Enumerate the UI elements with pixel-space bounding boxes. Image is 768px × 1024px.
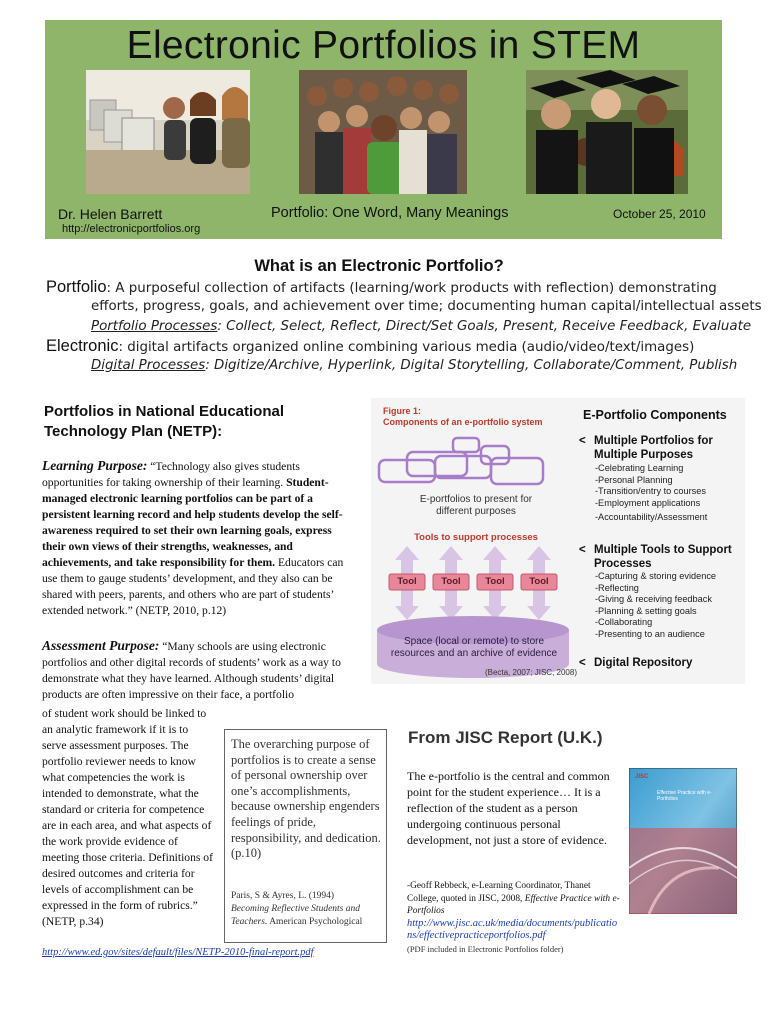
components-group-3-head: Digital Repository [594, 657, 693, 669]
present-label: E-portfolios to present for different purposes [419, 494, 533, 517]
component-item: -Planning & setting goals [595, 605, 697, 616]
jisc-note: (PDF included in Electronic Portfolios folder) [407, 944, 564, 954]
figure-source: (Becta, 2007; JISC, 2008) [484, 668, 577, 677]
component-item: -Transition/entry to courses [595, 486, 706, 496]
eportfolio-figure [371, 398, 745, 684]
bullet-icon: < [579, 544, 586, 556]
quote-box [224, 729, 387, 943]
group-photo [299, 70, 467, 194]
component-item: -Celebrating Learning [595, 463, 684, 473]
components-title: E-Portfolio Components [583, 408, 727, 422]
portfolio-definition: Portfolio: A purposeful collection of artifacts (learning/work products with reflection) demonstrating [46, 278, 717, 296]
website-url[interactable]: http://electronicportfolios.org [62, 223, 201, 235]
component-item: -Reflecting [595, 582, 639, 593]
portfolio-definition-line2: efforts, progress, goals, and achievement over time; documenting human capital/intellectual assets [91, 299, 762, 314]
netp-heading: Portfolios in National Educational Technology Plan (NETP): [44, 403, 285, 440]
tool-label: Tool [485, 576, 505, 587]
learning-purpose: Learning Purpose: “Technology also gives students opportunities for taking ownership of their learning. Student-managed electronic learning portfolios can be part of a persistent learning record and help students develop the self-awareness required to set their own learning goals, express their own views of their strengths, weaknesses, and achievements, and take responsibility for them. Educators can use them to gauge students’ development, and they also can be shared with peers, parents, and others who are part of students’ extended network.” (NETP, 2010, p.12) [42, 458, 344, 617]
header-banner [45, 20, 722, 239]
component-item: -Accountability/Assessment [595, 512, 708, 522]
jisc-heading: From JISC Report (U.K.) [408, 728, 603, 747]
quote-citation: Paris, S & Ayres, L. (1994) Becoming Reflective Students and Teachers. American Psychological [231, 891, 363, 927]
assessment-purpose-label: Assessment Purpose: [42, 638, 160, 653]
assessment-purpose-continued: of student work should be linked to an analytic framework if it is to serve assessment purposes. The portfolio reviewer needs to know what competencies the work is intended to demonstrate, what the standard or criteria for competence are in each area, and what aspects of the work provide evidence of meeting those criteria. Definitions of desired outcomes and criteria for levels of accomplishment can be expressed in the form of rubrics.” (NETP, p.34) [42, 707, 213, 928]
bullet-icon: < [579, 657, 586, 669]
author-name: Dr. Helen Barrett [58, 206, 163, 222]
cover-title: Effective Practice with e-Portfolios [657, 790, 712, 802]
portfolio-term: Portfolio [46, 278, 107, 296]
component-item: -Presenting to an audience [595, 628, 705, 639]
tool-label: Tool [397, 576, 417, 587]
bullet-icon: < [579, 435, 586, 447]
tool-label: Tool [441, 576, 461, 587]
assessment-purpose: Assessment Purpose: “Many schools are using electronic portfolios and other digital records of students’ work as a way to demonstrate what they have learned. Although students’ digital products are often impressive on their face, a portfolio [42, 638, 341, 701]
jisc-report-cover [629, 768, 737, 914]
components-group-2-head: Multiple Tools to Support Processes [594, 544, 732, 570]
components-group-2-list [595, 571, 716, 640]
learning-purpose-label: Learning Purpose: [42, 458, 148, 473]
jisc-citation: -Geoff Rebbeck, e-Learning Coordinator, Thanet College, quoted in JISC, 2008, Effective Practice with e-Portfolios http://www.jisc.ac.uk/media/documents/publications/effectivepracticeportfolios.pdf [407, 881, 620, 941]
electronic-term: Electronic [46, 337, 119, 355]
figure-caption-label: Figure 1: [383, 406, 422, 416]
components-group-1-list [595, 463, 707, 524]
subtitle: Portfolio: One Word, Many Meanings [271, 205, 509, 221]
definitions-heading: What is an Electronic Portfolio? [254, 257, 504, 275]
component-item: -Collaborating [595, 617, 653, 627]
space-label: Space (local or remote) to store resources and an archive of evidence [390, 636, 558, 659]
component-item: -Personal Planning [595, 474, 673, 485]
figure-caption-text: Components of an e-portfolio system [383, 417, 543, 427]
students-at-computers-photo [86, 70, 250, 194]
graduates-photo [526, 70, 688, 194]
quote-text: The overarching purpose of portfolios is to create a sense of personal ownership over one’s accomplishments, because ownership engenders feelings of pride, responsibility, and dedication. (p.10) [231, 737, 381, 861]
component-item: -Giving & receiving feedback [595, 594, 712, 604]
electronic-definition: Electronic: digital artifacts organized online combining various media (audio/video/text/images) [46, 337, 695, 355]
netp-report-link[interactable]: http://www.ed.gov/sites/default/files/NETP-2010-final-report.pdf [42, 947, 314, 958]
components-group-1-head: Multiple Portfolios for Multiple Purposes [594, 435, 713, 461]
component-item: -Employment applications [595, 497, 701, 508]
component-item: -Capturing & storing evidence [595, 571, 717, 581]
date: October 25, 2010 [613, 207, 706, 221]
portfolio-processes: Portfolio Processes: Collect, Select, Reflect, Direct/Set Goals, Present, Receive Feedback, Evaluate [91, 319, 752, 334]
tool-label: Tool [529, 576, 549, 587]
jisc-report-link[interactable]: http://www.jisc.ac.uk/media/documents/publications/effectivepracticeportfolios.pdf [407, 917, 618, 941]
digital-processes: Digital Processes: Digitize/Archive, Hyperlink, Digital Storytelling, Collaborate/Comment, Publish [91, 358, 738, 373]
jisc-quote: The e-portfolio is the central and common point for the student experience… It is a reflection of the student as a person undergoing continuous personal development, not just a store of evidence. [407, 769, 610, 847]
tools-label: Tools to support processes [414, 532, 538, 543]
page-title: Electronic Portfolios in STEM [126, 24, 641, 67]
cover-logo: JISC [635, 774, 649, 780]
